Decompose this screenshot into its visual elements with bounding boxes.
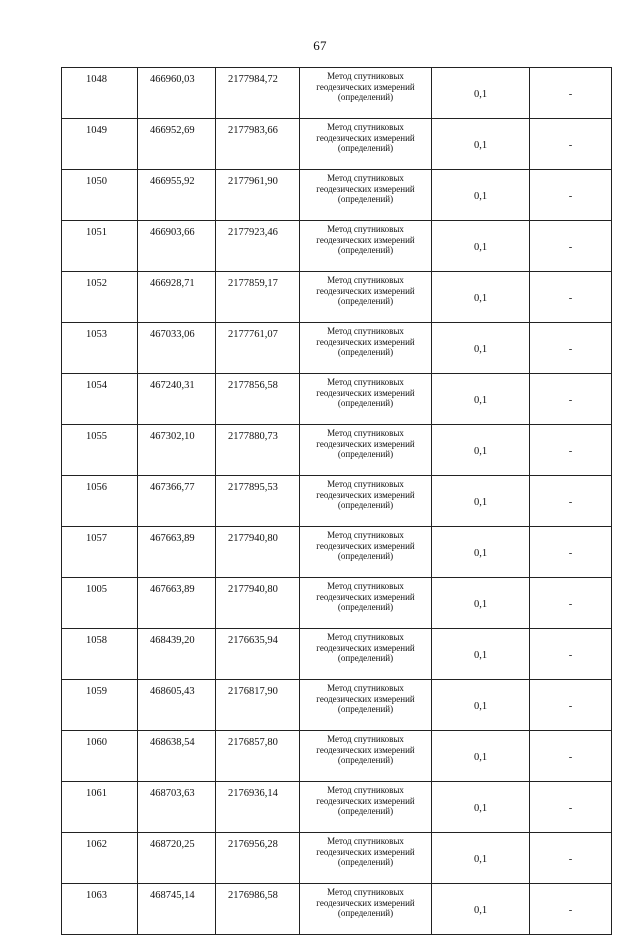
extra-cell: - xyxy=(530,425,612,476)
method-line-3: (определений) xyxy=(337,92,394,102)
method-cell xyxy=(300,680,432,731)
x-coordinate-cell: 466952,69 xyxy=(138,119,216,170)
table-row xyxy=(62,884,612,935)
method-line-2: геодезических измерений xyxy=(316,744,415,755)
x-coordinate-cell: 468703,63 xyxy=(138,782,216,833)
method-line-2: геодезических измерений xyxy=(316,234,415,245)
extra-cell: - xyxy=(530,119,612,170)
method-cell xyxy=(300,425,432,476)
extra-cell: - xyxy=(530,68,612,119)
method-cell xyxy=(300,629,432,680)
y-coordinate-cell: 2177761,07 xyxy=(216,323,300,374)
accuracy-cell: 0,1 xyxy=(432,68,530,119)
x-coordinate-cell: 467302,10 xyxy=(138,425,216,476)
accuracy-cell: 0,1 xyxy=(432,629,530,680)
accuracy-cell: 0,1 xyxy=(432,323,530,374)
method-line-1: Метод спутниковых xyxy=(327,479,404,489)
accuracy-cell: 0,1 xyxy=(432,119,530,170)
accuracy-cell: 0,1 xyxy=(432,527,530,578)
extra-cell: - xyxy=(530,629,612,680)
point-number-cell: 1059 xyxy=(62,680,138,731)
point-number-cell: 1050 xyxy=(62,170,138,221)
x-coordinate-cell: 467663,89 xyxy=(138,578,216,629)
accuracy-cell: 0,1 xyxy=(432,272,530,323)
point-number-cell: 1057 xyxy=(62,527,138,578)
extra-cell: - xyxy=(530,170,612,221)
method-line-2: геодезических измерений xyxy=(316,81,415,92)
method-cell xyxy=(300,884,432,935)
method-line-2: геодезических измерений xyxy=(316,489,415,500)
method-line-3: (определений) xyxy=(337,908,394,918)
method-line-3: (определений) xyxy=(337,551,394,561)
method-cell xyxy=(300,221,432,272)
x-coordinate-cell: 466955,92 xyxy=(138,170,216,221)
accuracy-cell: 0,1 xyxy=(432,833,530,884)
coordinates-table-body xyxy=(62,68,612,935)
point-number-cell: 1056 xyxy=(62,476,138,527)
method-line-3: (определений) xyxy=(337,194,394,204)
extra-cell: - xyxy=(530,527,612,578)
accuracy-cell: 0,1 xyxy=(432,782,530,833)
y-coordinate-cell: 2176936,14 xyxy=(216,782,300,833)
method-line-2: геодезических измерений xyxy=(316,285,415,296)
method-line-3: (определений) xyxy=(337,857,394,867)
table-row xyxy=(62,425,612,476)
x-coordinate-cell: 467033,06 xyxy=(138,323,216,374)
table-row xyxy=(62,68,612,119)
y-coordinate-cell: 2176635,94 xyxy=(216,629,300,680)
method-line-1: Метод спутниковых xyxy=(327,683,404,693)
method-line-1: Метод спутниковых xyxy=(327,122,404,132)
method-line-1: Метод спутниковых xyxy=(327,224,404,234)
table-row xyxy=(62,170,612,221)
accuracy-cell: 0,1 xyxy=(432,476,530,527)
method-line-1: Метод спутниковых xyxy=(327,785,404,795)
x-coordinate-cell: 466903,66 xyxy=(138,221,216,272)
point-number-cell: 1005 xyxy=(62,578,138,629)
method-cell xyxy=(300,833,432,884)
method-line-2: геодезических измерений xyxy=(316,846,415,857)
extra-cell: - xyxy=(530,476,612,527)
table-row xyxy=(62,119,612,170)
table-row xyxy=(62,731,612,782)
method-line-1: Метод спутниковых xyxy=(327,632,404,642)
point-number-cell: 1062 xyxy=(62,833,138,884)
extra-cell: - xyxy=(530,833,612,884)
accuracy-cell: 0,1 xyxy=(432,680,530,731)
method-line-2: геодезических измерений xyxy=(316,540,415,551)
method-cell xyxy=(300,782,432,833)
accuracy-cell: 0,1 xyxy=(432,374,530,425)
extra-cell: - xyxy=(530,272,612,323)
table-row xyxy=(62,629,612,680)
extra-cell: - xyxy=(530,323,612,374)
point-number-cell: 1049 xyxy=(62,119,138,170)
method-line-1: Метод спутниковых xyxy=(327,428,404,438)
table-row xyxy=(62,782,612,833)
method-line-3: (определений) xyxy=(337,398,394,408)
method-cell xyxy=(300,323,432,374)
x-coordinate-cell: 467366,77 xyxy=(138,476,216,527)
y-coordinate-cell: 2177961,90 xyxy=(216,170,300,221)
method-line-2: геодезических измерений xyxy=(316,438,415,449)
point-number-cell: 1063 xyxy=(62,884,138,935)
extra-cell: - xyxy=(530,374,612,425)
y-coordinate-cell: 2176857,80 xyxy=(216,731,300,782)
method-line-3: (определений) xyxy=(337,806,394,816)
method-line-2: геодезических измерений xyxy=(316,387,415,398)
method-cell xyxy=(300,527,432,578)
method-line-3: (определений) xyxy=(337,347,394,357)
y-coordinate-cell: 2177984,72 xyxy=(216,68,300,119)
method-line-1: Метод спутниковых xyxy=(327,326,404,336)
coordinates-table xyxy=(61,67,612,935)
y-coordinate-cell: 2177983,66 xyxy=(216,119,300,170)
method-cell xyxy=(300,476,432,527)
y-coordinate-cell: 2177859,17 xyxy=(216,272,300,323)
table-row xyxy=(62,323,612,374)
point-number-cell: 1058 xyxy=(62,629,138,680)
table-row xyxy=(62,578,612,629)
y-coordinate-cell: 2176986,58 xyxy=(216,884,300,935)
x-coordinate-cell: 468720,25 xyxy=(138,833,216,884)
page-number: 67 xyxy=(313,38,327,53)
method-line-1: Метод спутниковых xyxy=(327,377,404,387)
method-line-3: (определений) xyxy=(337,245,394,255)
accuracy-cell: 0,1 xyxy=(432,578,530,629)
accuracy-cell: 0,1 xyxy=(432,221,530,272)
method-line-2: геодезических измерений xyxy=(316,183,415,194)
method-cell xyxy=(300,119,432,170)
method-line-1: Метод спутниковых xyxy=(327,530,404,540)
method-line-2: геодезических измерений xyxy=(316,132,415,143)
method-line-3: (определений) xyxy=(337,755,394,765)
y-coordinate-cell: 2176956,28 xyxy=(216,833,300,884)
point-number-cell: 1060 xyxy=(62,731,138,782)
method-line-1: Метод спутниковых xyxy=(327,581,404,591)
y-coordinate-cell: 2177895,53 xyxy=(216,476,300,527)
x-coordinate-cell: 467663,89 xyxy=(138,527,216,578)
method-line-3: (определений) xyxy=(337,653,394,663)
table-row xyxy=(62,833,612,884)
x-coordinate-cell: 466928,71 xyxy=(138,272,216,323)
method-line-2: геодезических измерений xyxy=(316,336,415,347)
point-number-cell: 1054 xyxy=(62,374,138,425)
table-row xyxy=(62,221,612,272)
method-line-2: геодезических измерений xyxy=(316,795,415,806)
point-number-cell: 1051 xyxy=(62,221,138,272)
extra-cell: - xyxy=(530,782,612,833)
point-number-cell: 1061 xyxy=(62,782,138,833)
extra-cell: - xyxy=(530,731,612,782)
y-coordinate-cell: 2177880,73 xyxy=(216,425,300,476)
y-coordinate-cell: 2177923,46 xyxy=(216,221,300,272)
extra-cell: - xyxy=(530,680,612,731)
method-line-1: Метод спутниковых xyxy=(327,836,404,846)
method-line-2: геодезических измерений xyxy=(316,642,415,653)
point-number-cell: 1048 xyxy=(62,68,138,119)
x-coordinate-cell: 468745,14 xyxy=(138,884,216,935)
y-coordinate-cell: 2177856,58 xyxy=(216,374,300,425)
method-line-1: Метод спутниковых xyxy=(327,275,404,285)
method-line-3: (определений) xyxy=(337,143,394,153)
method-line-3: (определений) xyxy=(337,296,394,306)
method-cell xyxy=(300,578,432,629)
accuracy-cell: 0,1 xyxy=(432,884,530,935)
table-row xyxy=(62,374,612,425)
y-coordinate-cell: 2176817,90 xyxy=(216,680,300,731)
extra-cell: - xyxy=(530,221,612,272)
point-number-cell: 1052 xyxy=(62,272,138,323)
method-line-1: Метод спутниковых xyxy=(327,173,404,183)
point-number-cell: 1055 xyxy=(62,425,138,476)
method-line-1: Метод спутниковых xyxy=(327,887,404,897)
y-coordinate-cell: 2177940,80 xyxy=(216,578,300,629)
extra-cell: - xyxy=(530,578,612,629)
method-cell xyxy=(300,170,432,221)
table-row xyxy=(62,476,612,527)
method-cell xyxy=(300,374,432,425)
point-number-cell: 1053 xyxy=(62,323,138,374)
method-line-3: (определений) xyxy=(337,704,394,714)
method-line-2: геодезических измерений xyxy=(316,591,415,602)
method-line-3: (определений) xyxy=(337,449,394,459)
method-line-2: геодезических измерений xyxy=(316,693,415,704)
method-cell xyxy=(300,68,432,119)
x-coordinate-cell: 468638,54 xyxy=(138,731,216,782)
x-coordinate-cell: 466960,03 xyxy=(138,68,216,119)
method-line-1: Метод спутниковых xyxy=(327,734,404,744)
table-row xyxy=(62,527,612,578)
method-line-1: Метод спутниковых xyxy=(327,71,404,81)
x-coordinate-cell: 467240,31 xyxy=(138,374,216,425)
y-coordinate-cell: 2177940,80 xyxy=(216,527,300,578)
method-line-3: (определений) xyxy=(337,602,394,612)
x-coordinate-cell: 468605,43 xyxy=(138,680,216,731)
accuracy-cell: 0,1 xyxy=(432,425,530,476)
method-line-2: геодезических измерений xyxy=(316,897,415,908)
table-row xyxy=(62,680,612,731)
extra-cell: - xyxy=(530,884,612,935)
method-line-3: (определений) xyxy=(337,500,394,510)
method-cell xyxy=(300,731,432,782)
table-row xyxy=(62,272,612,323)
x-coordinate-cell: 468439,20 xyxy=(138,629,216,680)
method-cell xyxy=(300,272,432,323)
accuracy-cell: 0,1 xyxy=(432,731,530,782)
accuracy-cell: 0,1 xyxy=(432,170,530,221)
